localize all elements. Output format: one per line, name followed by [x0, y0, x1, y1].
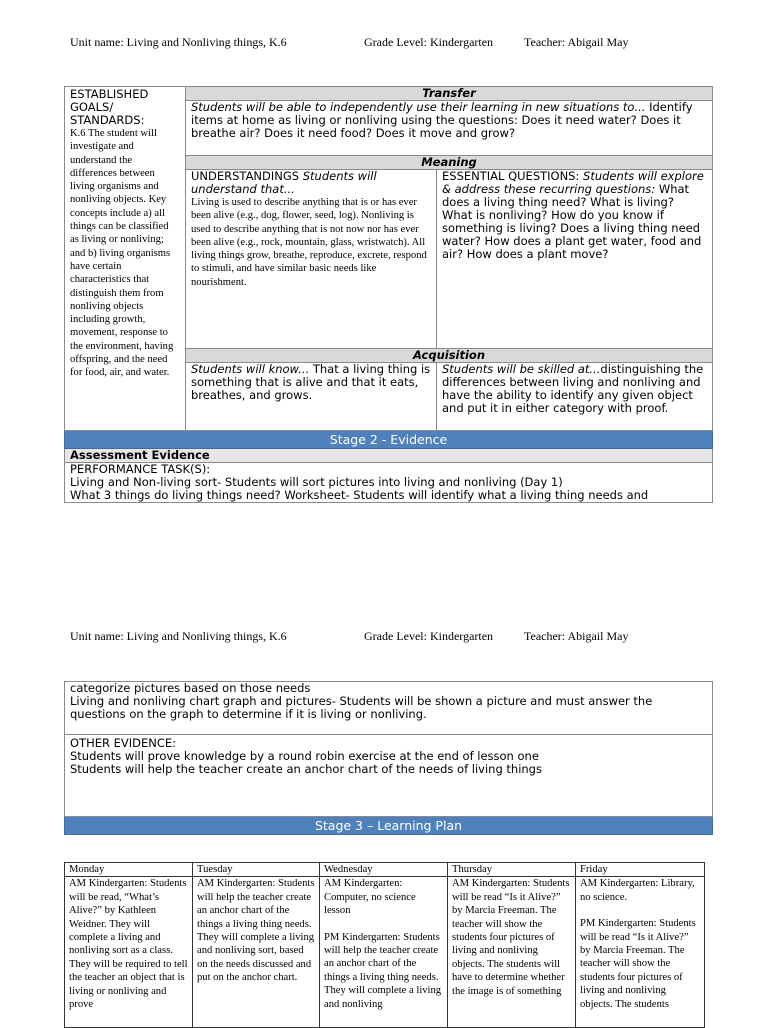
wednesday-pm: PM Kindergarten: Students will help the teacher create an anchor chart of the things a living thing needs. They will complete a living and nonliving — [324, 931, 442, 1010]
day-header-wednesday: Wednesday — [320, 863, 448, 877]
wednesday-am: AM Kindergarten: Computer, no science lesson — [324, 878, 416, 917]
thursday-text: AM Kindergarten: Students will be read “Is it Alive?” by Marcia Freeman. The teacher will show the students four pictures of living and nonliving objects. The students will have to determine whether the image is of something — [452, 878, 570, 997]
performance-cell — [65, 463, 713, 503]
thursday-cell — [448, 877, 576, 1028]
stage3-banner: Stage 3 – Learning Plan — [65, 817, 713, 835]
goals-label: ESTABLISHED GOALS/ STANDARDS: — [70, 87, 149, 127]
task-worksheet-cont: categorize pictures based on those needs — [70, 681, 311, 695]
eq-label: ESSENTIAL QUESTIONS: — [442, 169, 584, 183]
understandings-cell — [186, 170, 437, 349]
day-header-thursday: Thursday — [448, 863, 576, 877]
know-text: That a living thing is something that is alive and that it eats, breathes, and grows. — [191, 362, 431, 402]
skilled-lead: Students will be skilled at... — [442, 362, 601, 376]
other-evidence-1: Students will prove knowledge by a round robin exercise at the end of lesson one — [70, 749, 539, 763]
skilled-cell — [437, 363, 713, 431]
monday-text: AM Kindergarten: Students will be read, “What’s Alive?” by Kathleen Weidner. They will complete a living and nonliving sort as a class. They will be required to tell the teacher an object that is living or nonliving and prove — [69, 878, 188, 1011]
wednesday-cell — [320, 877, 448, 1028]
tuesday-cell — [193, 877, 320, 1028]
day-header-friday: Friday — [576, 863, 705, 877]
teacher-name: Teacher: Abigail May — [524, 35, 629, 49]
grade-level-2: Grade Level: Kindergarten — [364, 629, 494, 643]
eq-text: What does a living thing need? What is living? What is nonliving? How do you know if something is living? Does a living thing need water? How does a plant get water, food and air? How does a plant move? — [442, 182, 702, 261]
know-lead: Students will know... — [191, 362, 310, 376]
stage2-continued-table — [64, 681, 713, 835]
understandings-label: UNDERSTANDINGS — [191, 169, 303, 183]
task-sort: Living and Non-living sort- Students will sort pictures into living and nonliving (Day 1) — [70, 475, 563, 489]
acquisition-heading: Acquisition — [186, 349, 713, 363]
goals-text: K.6 The student will investigate and understand the differences between living organisms and nonliving objects. Key concepts include a) all things can be classified as living or nonliving; and b) living organisms have certain characteristics that distinguish them from nonliving objects including growth, movement, response to the environment, having offspring, and the need for food, air, and water. — [70, 128, 174, 379]
stage2-banner: Stage 2 - Evidence — [65, 431, 713, 449]
learning-plan-table — [64, 862, 705, 1028]
meaning-heading: Meaning — [186, 156, 713, 170]
eq-lead: Students will explore & address these recurring questions: — [442, 169, 704, 196]
teacher-name-2: Teacher: Abigail May — [524, 629, 629, 643]
transfer-text: Identify items at home as living or nonliving using the questions: Does it need water? Does it breathe air? Does it need food? Does it move and grow? — [191, 100, 693, 140]
transfer-lead: Students will be able to independently use their learning in new situations to... — [191, 100, 646, 114]
understandings-lead: Students will understand that... — [191, 169, 377, 196]
skilled-text: distinguishing the differences between living and nonliving and have the ability to identify any given object and put it in either category with proof. — [442, 362, 704, 415]
unit-name-2: Unit name: Living and Nonliving things, K.6 — [70, 629, 287, 643]
tuesday-text: AM Kindergarten: Students will help the teacher create an anchor chart of the things a living thing needs. They will complete a living and nonliving sort, based on the needs discussed and put on the anchor chart. — [197, 878, 315, 984]
assessment-heading: Assessment Evidence — [65, 449, 713, 463]
other-evidence-2: Students will help the teacher create an anchor chart of the needs of living things — [70, 762, 542, 776]
other-evidence-cell — [65, 735, 713, 817]
friday-pm: PM Kindergarten: Students will be read “Is it Alive?” by Marcia Freeman. The teacher will show the students four pictures of living and nonliving objects. The students — [580, 918, 696, 1010]
performance-cont-cell — [65, 682, 713, 735]
unit-name: Unit name: Living and Nonliving things, K.6 — [70, 35, 287, 49]
goals-cell — [65, 87, 186, 431]
task-worksheet: What 3 things do living things need? Worksheet- Students will identify what a living thing needs and — [70, 488, 649, 502]
transfer-cell — [186, 101, 713, 156]
friday-cell — [576, 877, 705, 1028]
grade-level: Grade Level: Kindergarten — [364, 35, 494, 49]
day-header-tuesday: Tuesday — [193, 863, 320, 877]
transfer-heading: Transfer — [186, 87, 713, 101]
other-evidence-label: OTHER EVIDENCE: — [70, 736, 177, 750]
stage1-table — [64, 86, 713, 503]
understandings-text: Living is used to describe anything that is or has ever been alive (e.g., dog, flower, seed, log). Nonliving is used to describe anything that is not now nor has ever been alive (e.g., rock, mountain, glass, wristwatch). All living things grow, breathe, reproduce, excrete, respond to stimuli, and have similar basic needs like nourishment. — [191, 197, 427, 288]
task-chart: Living and nonliving chart graph and pictures- Students will be shown a picture and must answer the questions on the graph to determine if it is living or nonliving. — [70, 694, 653, 721]
essential-questions-cell — [437, 170, 713, 349]
friday-am: AM Kindergarten: Library, no science. — [580, 878, 695, 903]
monday-cell — [65, 877, 193, 1028]
performance-label: PERFORMANCE TASK(S): — [70, 463, 211, 476]
day-header-monday: Monday — [65, 863, 193, 877]
know-cell — [186, 363, 437, 431]
